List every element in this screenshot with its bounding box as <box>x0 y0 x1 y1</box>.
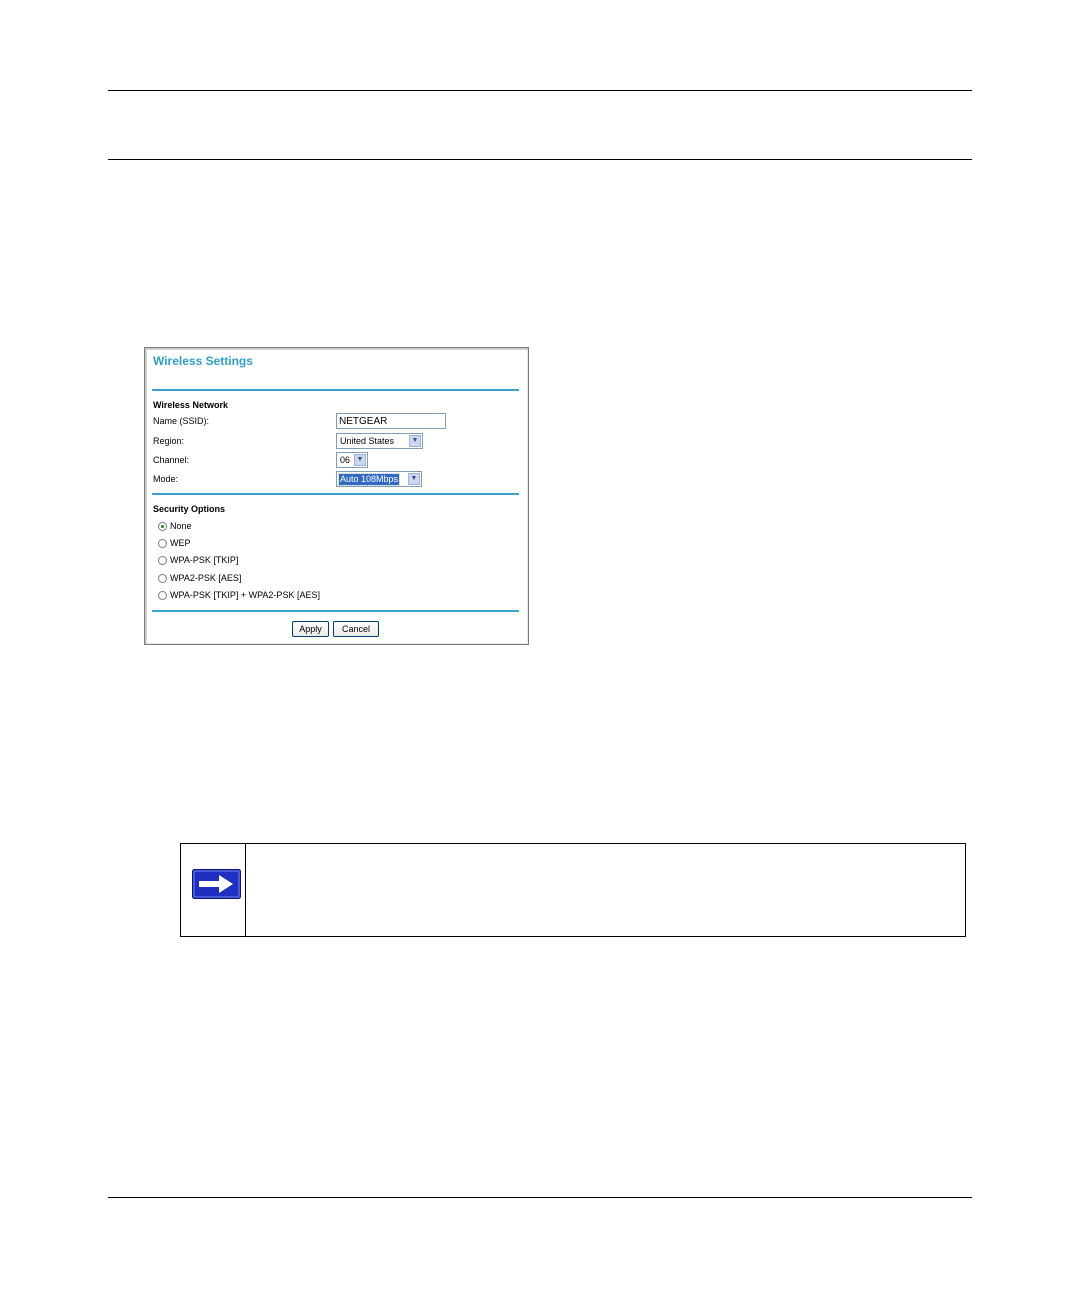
radio-label: WPA-PSK [TKIP] + WPA2-PSK [AES] <box>170 590 320 600</box>
right-arrow-icon <box>192 869 241 899</box>
note-box <box>180 843 966 937</box>
wireless-settings-panel <box>144 347 529 645</box>
radio-label: WPA-PSK [TKIP] <box>170 555 239 565</box>
mode-label: Mode: <box>153 474 179 484</box>
ssid-input[interactable] <box>336 413 446 429</box>
top-rule <box>108 90 972 91</box>
radio-button[interactable] <box>158 556 167 565</box>
wireless-network-heading: Wireless Network <box>153 400 228 410</box>
security-option-wpa-wpa2-mixed[interactable] <box>158 589 320 601</box>
security-options-heading: Security Options <box>153 504 226 514</box>
mode-value: Auto 108Mbps <box>340 474 399 484</box>
security-divider <box>152 610 519 612</box>
header-rule <box>108 159 972 160</box>
security-option-wep[interactable] <box>158 537 191 549</box>
security-option-wpa2-psk[interactable] <box>158 572 241 584</box>
region-select[interactable] <box>336 433 423 449</box>
chevron-down-icon[interactable]: ▼ <box>409 435 421 447</box>
chevron-down-icon[interactable]: ▼ <box>408 473 420 485</box>
footer-rule <box>108 1197 972 1198</box>
region-value: United States <box>340 436 395 446</box>
title-divider <box>152 389 519 391</box>
radio-button[interactable] <box>158 522 167 531</box>
radio-label: None <box>170 521 192 531</box>
panel-title: Wireless Settings <box>153 354 253 368</box>
security-option-none[interactable] <box>158 520 192 532</box>
ssid-label: Name (SSID): <box>153 416 210 426</box>
radio-button[interactable] <box>158 591 167 600</box>
cancel-button[interactable]: Cancel <box>333 621 379 637</box>
channel-label: Channel: <box>153 455 190 465</box>
radio-label: WEP <box>170 538 191 548</box>
apply-button[interactable]: Apply <box>292 621 329 637</box>
region-label: Region: <box>153 436 185 446</box>
channel-select[interactable] <box>336 452 368 468</box>
radio-label: WPA2-PSK [AES] <box>170 573 242 583</box>
mode-select[interactable] <box>336 471 422 487</box>
radio-button[interactable] <box>158 574 167 583</box>
security-option-wpa-psk[interactable] <box>158 554 238 566</box>
chevron-down-icon[interactable]: ▼ <box>354 454 366 466</box>
channel-value: 06 <box>340 455 351 465</box>
note-divider <box>245 844 246 936</box>
network-divider <box>152 493 519 495</box>
radio-button[interactable] <box>158 539 167 548</box>
